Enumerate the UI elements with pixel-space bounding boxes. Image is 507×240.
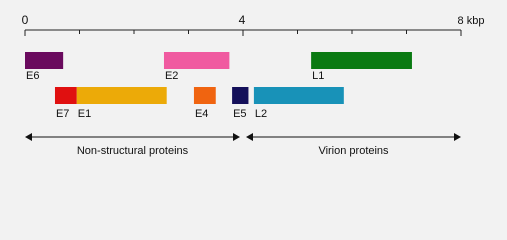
- gene-bar-e7: [55, 87, 77, 104]
- gene-label-e4: E4: [194, 108, 209, 120]
- gene-label-e5: E5: [233, 108, 247, 120]
- gene-bar-e6: [25, 52, 63, 69]
- gene-label-l2: L2: [254, 108, 268, 120]
- gene-bar-l2: [254, 87, 344, 104]
- gene-bar-e5: [232, 87, 248, 104]
- gene-label-e1: E1: [77, 108, 92, 120]
- gene-label-e2: E2: [164, 70, 179, 82]
- gene-bar-e4: [194, 87, 216, 104]
- scale-label-start: 0: [21, 13, 29, 27]
- gene-bar-l1: [311, 52, 412, 69]
- scale-label-end: 8 kbp: [457, 15, 485, 27]
- region-label-virion: Virion proteins: [318, 145, 389, 157]
- gene-label-e6: E6: [26, 70, 40, 82]
- scale-label-mid: 4: [238, 13, 246, 27]
- region-label-nonstructural: Non-structural proteins: [76, 145, 189, 157]
- gene-bar-e1: [77, 87, 167, 104]
- gene-bar-e2: [164, 52, 229, 69]
- gene-label-e7: E7: [55, 108, 70, 120]
- gene-label-l1: L1: [312, 70, 325, 82]
